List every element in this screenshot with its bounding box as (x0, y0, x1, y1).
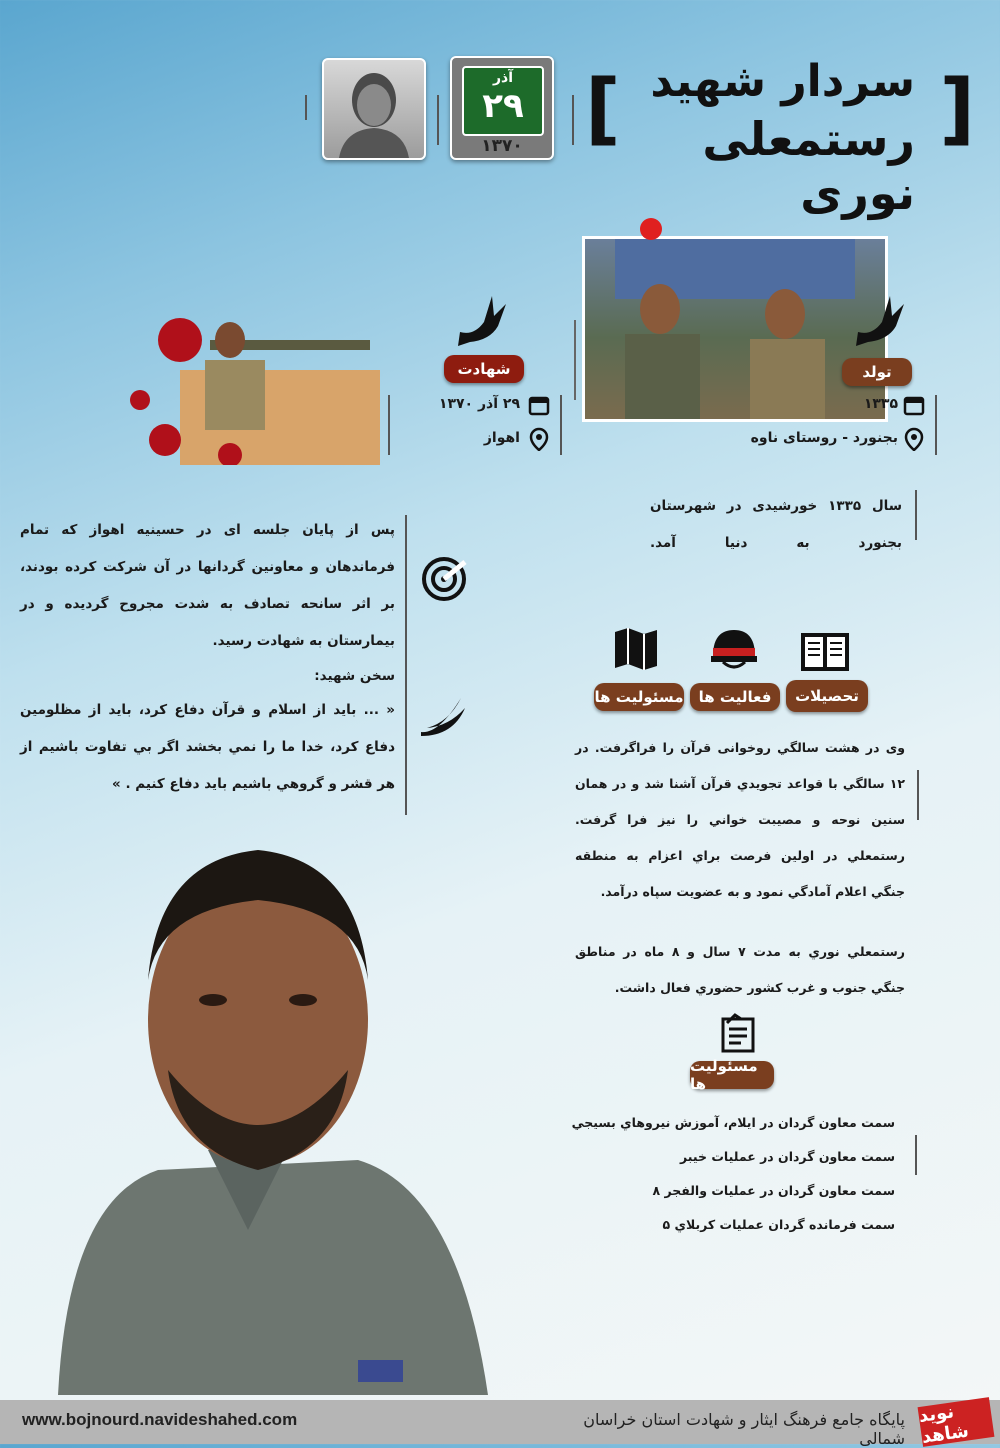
divider (388, 395, 390, 455)
page-title (585, 50, 975, 220)
calendar-year: ۱۳۷۰ (481, 136, 523, 156)
divider (915, 490, 917, 540)
list-item: سمت معاون گردان در ايلام، آموزش نيروهاي بسيجي (571, 1115, 895, 1130)
birth-text: سال ۱۳۳۵ خورشیدی در شهرستان بجنورد به دنیا آمد. (650, 498, 902, 551)
quote-brush-icon (418, 690, 468, 740)
footer-org: پایگاه جامع فرهنگ ایثار و شهادت استان خراسان شمالی (583, 1410, 905, 1448)
large-portrait (18, 820, 498, 1395)
divider (560, 395, 562, 455)
quote-label: سخن شهید: (314, 668, 395, 684)
responsibilities-label: مسئولیت ها (690, 1061, 774, 1089)
birth-label: تولد (842, 358, 912, 386)
footer (0, 1400, 1000, 1448)
quote-text: « ... باید از اسلام و قرآن دفاع کرد، باید از مظلومین دفاع کرد، خدا ما را نمي بخشد اگر بي تفاوت باشيم از هر قشر و گروهي باشيم بايد دفاع كنيم . » (20, 702, 395, 792)
responsibilities-list (560, 1106, 895, 1242)
divider (437, 95, 439, 145)
birth-place: بجنورد - روستای ناوه (750, 430, 898, 446)
calendar-icon (527, 393, 551, 417)
book-icon (798, 630, 852, 674)
title-line-1: سردار شهید (650, 56, 915, 107)
clipboard-icon (718, 1012, 758, 1054)
tab-activities[interactable]: فعالیت ها (690, 683, 780, 711)
martyrdom-place: اهواز (483, 430, 520, 446)
divider (305, 95, 307, 120)
divider (915, 1135, 917, 1175)
title-bracket-open: [ (939, 64, 975, 154)
pin-icon (640, 218, 662, 240)
footer-url[interactable]: www.bojnourd.navideshahed.com (22, 1410, 298, 1429)
divider (917, 770, 919, 820)
photo-soldier-rpg (120, 310, 380, 465)
dove-icon (850, 290, 910, 348)
title-bracket-close: ] (585, 64, 621, 154)
list-item: سمت فرمانده گردان عمليات كربلاي ۵ (662, 1217, 895, 1232)
portrait-thumbnail (322, 58, 426, 160)
calendar-month: آذر (492, 70, 514, 86)
activities-text-2: رستمعلي نوري به مدت ۷ سال و ۸ ماه در مناطق جنگي جنوب و غرب كشور حضوري فعال داشت. (575, 944, 905, 995)
martyrdom-label: شهادت (444, 355, 524, 383)
title-line-2: رستمعلی نوری (702, 112, 915, 220)
list-item: سمت معاون گردان در عمليات والفجر ۸ (652, 1183, 895, 1198)
helmet-icon (708, 625, 760, 675)
photo-two-soldiers (582, 236, 888, 422)
map-icon (612, 625, 660, 673)
divider (572, 95, 574, 145)
activities-text: وی در هشت سالگي روخوانی قرآن را فراگرفت. در ۱۲ سالگي با قواعد تجويدي قرآن آشنا شد و در همان سنين نوحه و مصيبت خواني را نيز فرا گرفت. رستمعلي در اولين فرصت براي اعزام به منطقه جنگي اعلام آمادگي نمود و به عضويت سپاه درآمد. (575, 740, 905, 899)
calendar-icon (902, 393, 926, 417)
list-item: سمت معاون گردان در عمليات خيبر (680, 1149, 895, 1164)
martyrdom-date: ۲۹ آذر ۱۳۷۰ (438, 396, 520, 412)
birth-year: ۱۳۳۵ (863, 396, 898, 412)
divider (405, 515, 407, 815)
tab-education[interactable]: تحصیلات (786, 680, 868, 712)
dove-icon (452, 290, 512, 348)
location-pin-icon (527, 426, 551, 452)
divider (574, 320, 576, 400)
target-icon (418, 553, 470, 605)
site-logo[interactable]: نوید شاهد (918, 1397, 995, 1447)
martyrdom-text: پس از پایان جلسه ای در حسینیه اهواز که تمام فرماندهان و معاونین گردانها در آن شرکت کرده بودند، بر اثر سانحه تصادف به شدت مجروح گردیده و در بیمارستان به شهادت رسید. (20, 522, 395, 649)
divider (935, 395, 937, 455)
martyrdom-calendar (450, 56, 554, 160)
calendar-day: ۲۹ (482, 86, 524, 126)
tab-responsibilities[interactable]: مسئولیت ها (594, 683, 684, 711)
location-pin-icon (902, 426, 926, 452)
